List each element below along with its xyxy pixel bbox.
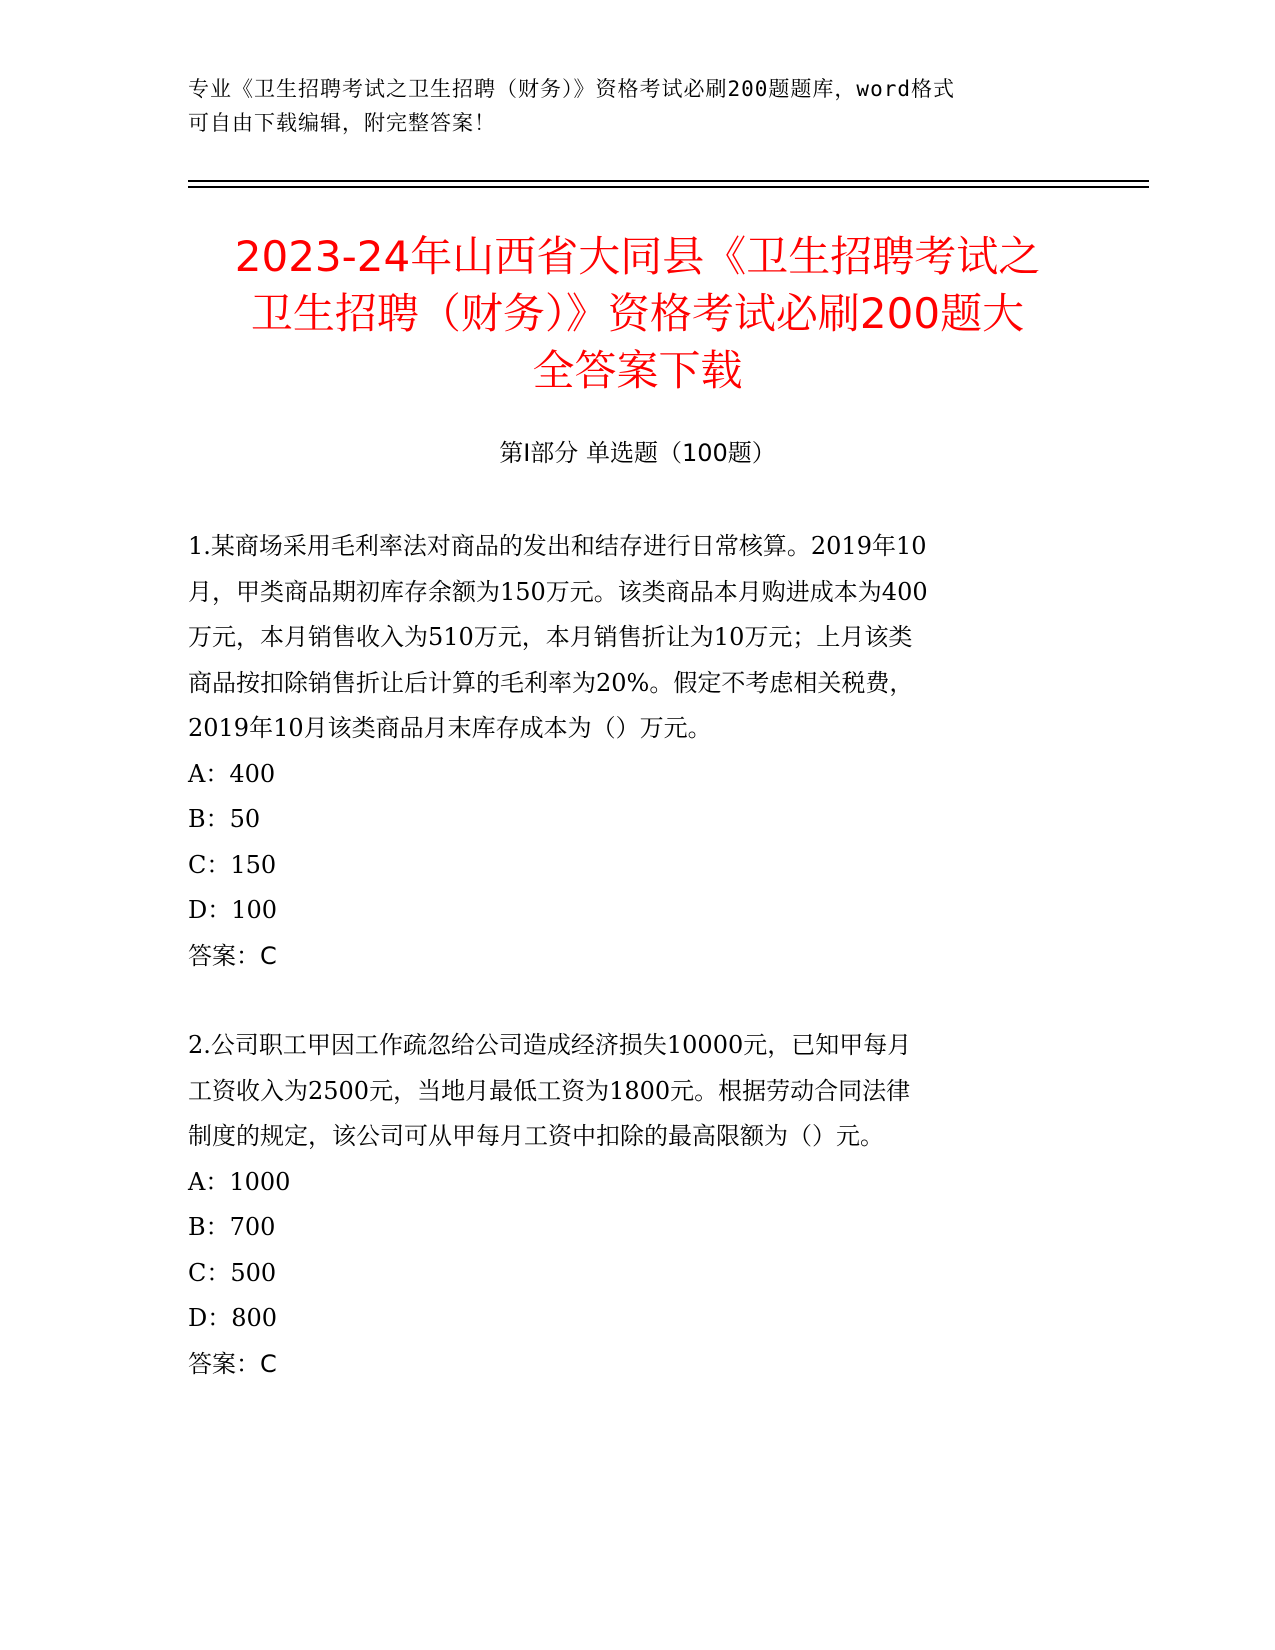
question-stem: [188, 1023, 1088, 1160]
option-d: D：800: [188, 1304, 278, 1332]
section-heading: 第I部分 单选题（100题）: [499, 439, 776, 467]
question-stem-line: 2.公司职工甲因工作疏忽给公司造成经济损失10000元，已知甲每月: [188, 1031, 912, 1059]
question-stem-line: 商品按扣除销售折让后计算的毛利率为20%。假定不考虑相关税费，: [188, 668, 914, 697]
answer: 答案：C: [188, 1349, 277, 1378]
document-title: [150, 228, 1125, 399]
document-title-line: 全答案下载: [532, 346, 743, 395]
divider: [188, 186, 1149, 188]
document-title-line: 卫生招聘（财务）》资格考试必刷200题大: [250, 289, 1025, 338]
question-stem-line: 万元，本月销售收入为510万元，本月销售折让为10万元；上月该类: [188, 623, 913, 651]
question-stem-line: 1.某商场采用毛利率法对商品的发出和结存进行日常核算。2019年10: [188, 532, 927, 560]
option-d: D：100: [188, 896, 278, 924]
header-note-line: 可自由下载编辑，附完整答案！: [188, 111, 496, 135]
option-c: C：500: [188, 1258, 277, 1287]
question-stem-line: 月，甲类商品期初库存余额为150万元。该类商品本月购进成本为400: [188, 577, 928, 606]
option-c: C：150: [188, 850, 277, 879]
option-b: B：700: [188, 1213, 276, 1241]
option-a: A：400: [188, 759, 276, 788]
header-note: [188, 72, 1088, 140]
option-a: A：1000: [188, 1167, 291, 1196]
question-2: [188, 1023, 1088, 1387]
question-stem-line: 制度的规定，该公司可从甲每月工资中扣除的最高限额为（）元。: [188, 1122, 884, 1150]
question-stem-line: 2019年10月该类商品月末库存成本为（）万元。: [188, 714, 712, 742]
answer: 答案：C: [188, 941, 277, 970]
option-b: B：50: [188, 805, 261, 833]
header-note-line: 专业《卫生招聘考试之卫生招聘（财务）》资格考试必刷200题题库，word格式: [188, 77, 955, 101]
question-stem: [188, 524, 1088, 752]
document-title-line: 2023-24年山西省大同县《卫生招聘考试之: [234, 232, 1041, 281]
question-1: [188, 524, 1088, 979]
divider: [188, 180, 1149, 182]
question-stem-line: 工资收入为2500元，当地月最低工资为1800元。根据劳动合同法律: [188, 1076, 911, 1105]
